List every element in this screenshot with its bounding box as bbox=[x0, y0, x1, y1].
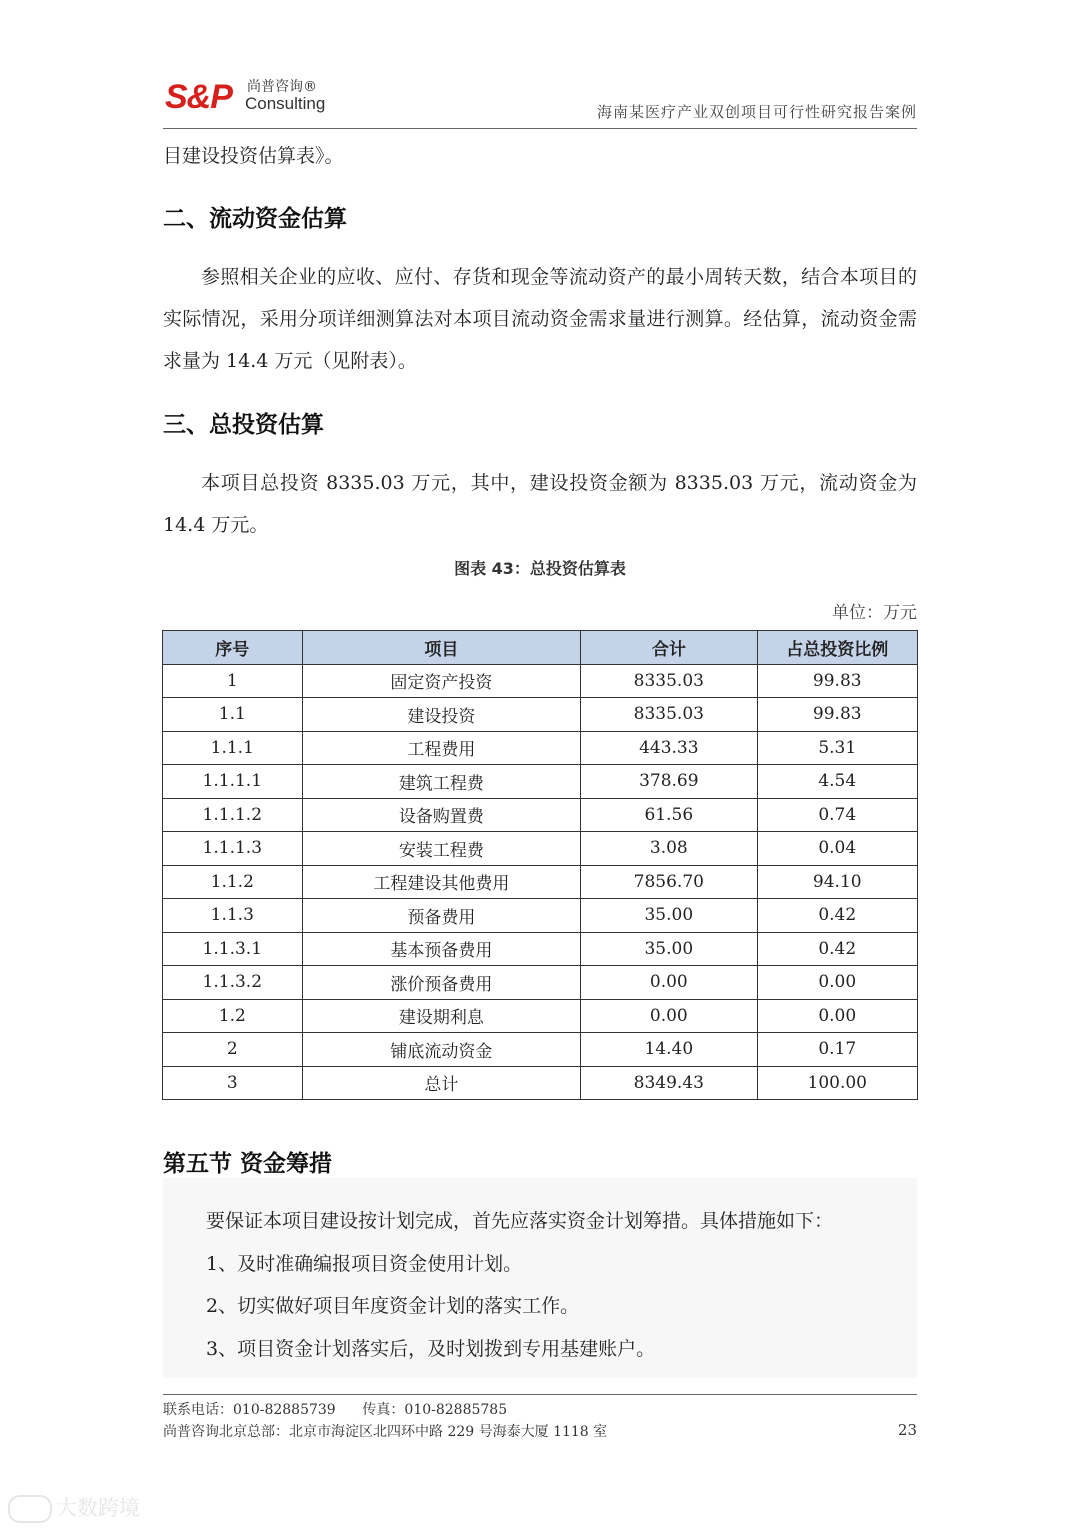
document-title: 海南某医疗产业双创项目可行性研究报告案例 bbox=[596, 103, 917, 121]
table-row bbox=[163, 1066, 918, 1100]
logo-english-name: Consulting bbox=[245, 94, 326, 113]
cell-total: 8349.43 bbox=[581, 1066, 757, 1100]
cell-item: 建筑工程费 bbox=[302, 765, 581, 799]
footer-address: 尚普咨询北京总部：北京市海淀区北四环中路 229 号海泰大厦 1118 室 bbox=[163, 1424, 608, 1440]
section-heading-financing: 第五节 资金筹措 bbox=[163, 1150, 333, 1177]
table-row bbox=[163, 865, 918, 899]
cell-no: 1.1 bbox=[163, 698, 303, 732]
section-heading-total-investment: 三、总投资估算 bbox=[163, 412, 324, 438]
cell-item: 固定资产投资 bbox=[302, 664, 581, 698]
table-row bbox=[163, 832, 918, 866]
cell-ratio: 94.10 bbox=[757, 865, 917, 899]
page-number: 23 bbox=[897, 1421, 917, 1439]
cell-item: 建设期利息 bbox=[302, 999, 581, 1033]
cell-ratio: 0.04 bbox=[757, 832, 917, 866]
cell-ratio: 0.42 bbox=[757, 932, 917, 966]
cell-no: 1.1.3.1 bbox=[163, 932, 303, 966]
table-header-row bbox=[163, 631, 918, 665]
cell-item: 工程费用 bbox=[302, 731, 581, 765]
continuation-text: 目建设投资估算表》。 bbox=[163, 145, 344, 167]
table-row bbox=[163, 966, 918, 1000]
cell-ratio: 4.54 bbox=[757, 765, 917, 799]
table-caption: 图表 43：总投资估算表 bbox=[454, 559, 626, 578]
investment-table bbox=[162, 630, 918, 1100]
header-cell-no: 序号 bbox=[163, 631, 303, 665]
cell-item: 工程建设其他费用 bbox=[302, 865, 581, 899]
cell-no: 1.1.1 bbox=[163, 731, 303, 765]
cell-total: 0.00 bbox=[581, 999, 757, 1033]
cell-item: 安装工程费 bbox=[302, 832, 581, 866]
table-row bbox=[163, 899, 918, 933]
cell-item: 设备购置费 bbox=[302, 798, 581, 832]
cell-no: 1.1.3 bbox=[163, 899, 303, 933]
header-cell-ratio: 占总投资比例 bbox=[757, 631, 917, 665]
cell-item: 建设投资 bbox=[302, 698, 581, 732]
table-row bbox=[163, 798, 918, 832]
watermark-text: 大数跨境 bbox=[56, 1496, 140, 1520]
cell-no: 3 bbox=[163, 1066, 303, 1100]
cell-ratio: 0.17 bbox=[757, 1033, 917, 1067]
cell-item: 涨价预备费用 bbox=[302, 966, 581, 1000]
cell-item: 总计 bbox=[302, 1066, 581, 1100]
cell-total: 8335.03 bbox=[581, 664, 757, 698]
cell-item: 铺底流动资金 bbox=[302, 1033, 581, 1067]
cell-total: 378.69 bbox=[581, 765, 757, 799]
cell-total: 3.08 bbox=[581, 832, 757, 866]
cell-ratio: 99.83 bbox=[757, 664, 917, 698]
table-row bbox=[163, 1033, 918, 1067]
watermark-logo-icon bbox=[8, 1495, 52, 1523]
cell-no: 1.1.2 bbox=[163, 865, 303, 899]
table-row bbox=[163, 664, 918, 698]
cell-ratio: 5.31 bbox=[757, 731, 917, 765]
cell-ratio: 100.00 bbox=[757, 1066, 917, 1100]
list-item: 1、及时准确编报项目资金使用计划。 bbox=[206, 1253, 523, 1275]
financing-intro: 要保证本项目建设按计划完成，首先应落实资金计划筹措。具体措施如下： bbox=[206, 1210, 834, 1232]
cell-total: 7856.70 bbox=[581, 865, 757, 899]
working-capital-paragraph: 参照相关企业的应收、应付、存货和现金等流动资产的最小周转天数，结合本项目的实际情况，采用分项详细测算法对本项目流动资金需求量进行测算。经估算，流动资金需求量为 14.4 万元（见附表）。 bbox=[163, 266, 917, 372]
cell-item: 预备费用 bbox=[302, 899, 581, 933]
cell-ratio: 0.00 bbox=[757, 999, 917, 1033]
cell-total: 443.33 bbox=[581, 731, 757, 765]
cell-no: 1.1.1.1 bbox=[163, 765, 303, 799]
header-cell-item: 项目 bbox=[302, 631, 581, 665]
cell-item: 基本预备费用 bbox=[302, 932, 581, 966]
cell-total: 0.00 bbox=[581, 966, 757, 1000]
cell-ratio: 0.74 bbox=[757, 798, 917, 832]
cell-total: 8335.03 bbox=[581, 698, 757, 732]
cell-ratio: 99.83 bbox=[757, 698, 917, 732]
list-item: 3、项目资金计划落实后，及时划拨到专用基建账户。 bbox=[206, 1338, 656, 1360]
table-row bbox=[163, 999, 918, 1033]
table-row bbox=[163, 932, 918, 966]
cell-ratio: 0.00 bbox=[757, 966, 917, 1000]
list-item: 2、切实做好项目年度资金计划的落实工作。 bbox=[206, 1295, 580, 1317]
cell-no: 1.1.3.2 bbox=[163, 966, 303, 1000]
cell-no: 1.1.1.3 bbox=[163, 832, 303, 866]
section-heading-working-capital: 二、流动资金估算 bbox=[163, 206, 347, 232]
table-row bbox=[163, 731, 918, 765]
logo-mark: S&P bbox=[165, 78, 232, 116]
footer-divider bbox=[163, 1394, 917, 1395]
cell-total: 35.00 bbox=[581, 932, 757, 966]
cell-total: 35.00 bbox=[581, 899, 757, 933]
header-divider bbox=[163, 128, 917, 129]
total-investment-paragraph: 本项目总投资 8335.03 万元，其中，建设投资金额为 8335.03 万元，流动资金为 14.4 万元。 bbox=[163, 472, 917, 536]
table-unit: 单位：万元 bbox=[832, 603, 917, 623]
cell-no: 2 bbox=[163, 1033, 303, 1067]
footer-contact: 联系电话：010-82885739 传真：010-82885785 bbox=[163, 1402, 508, 1418]
logo-chinese-name: 尚普咨询® bbox=[247, 79, 317, 95]
cell-ratio: 0.42 bbox=[757, 899, 917, 933]
cell-no: 1 bbox=[163, 664, 303, 698]
cell-no: 1.2 bbox=[163, 999, 303, 1033]
table-row bbox=[163, 698, 918, 732]
cell-total: 61.56 bbox=[581, 798, 757, 832]
cell-total: 14.40 bbox=[581, 1033, 757, 1067]
watermark bbox=[8, 1492, 140, 1523]
table-row bbox=[163, 765, 918, 799]
cell-no: 1.1.1.2 bbox=[163, 798, 303, 832]
header-cell-total: 合计 bbox=[581, 631, 757, 665]
